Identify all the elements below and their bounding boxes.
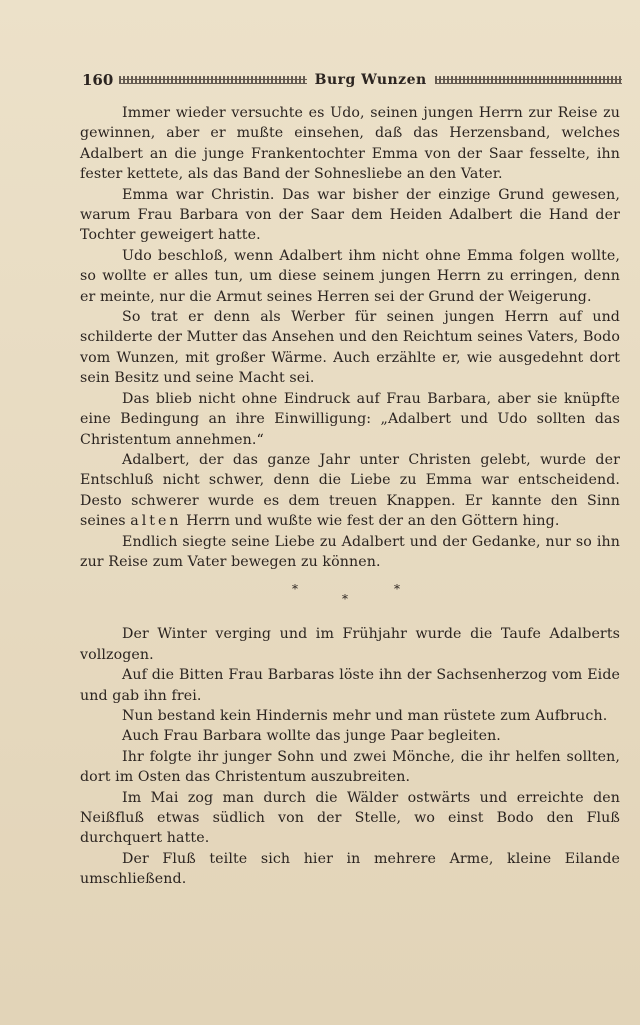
paragraph: Emma war Christin. Das war bisher der einzige Grund gewesen, warum Frau Barbara von der Saar dem Heiden Adalbert die Hand der Tochter geweigert hatte. bbox=[80, 186, 620, 244]
paragraph: Immer wieder versuchte es Udo, seinen jungen Herrn zur Reise zu gewinnen, aber er mußte einsehen, daß das Herzensband, welches Adalbert an die junge Frankentochter Emma von der Saar fesselte, ihn fester kettete, als das Band der Sohnesliebe an den Vater. bbox=[80, 105, 620, 183]
header-ornament-left bbox=[119, 76, 306, 84]
separator-star: * bbox=[394, 582, 400, 597]
paragraph: Udo beschloß, wenn Adalbert ihm nicht ohne Emma folgen wollte, so wollte er alles tun, um diese seinem jungen Herrn zu erringen, denn er meinte, nur die Armut seines Herren sei der Grund der Weigerung. bbox=[80, 247, 620, 305]
paragraph: Der Winter verging und im Frühjahr wurde die Taufe Adalberts vollzogen. bbox=[80, 626, 620, 663]
header-ornament-right bbox=[435, 76, 622, 84]
paragraph: Auch Frau Barbara wollte das junge Paar begleiten. bbox=[122, 728, 501, 745]
emphasized-word: alten bbox=[130, 513, 182, 530]
paragraph: Der Fluß teilte sich hier in mehrere Arme, kleine Eilande umschließend. bbox=[80, 850, 620, 888]
paragraph: Endlich siegte seine Liebe zu Adalbert und der Gedanke, nur so ihn zur Reise zum Vater bewegen zu können. bbox=[80, 533, 620, 570]
paragraph: So trat er denn als Werber für seinen jungen Herrn auf und schilderte der Mutter das Ansehen und den Reichtum seines Vaters, Bodo vom Wunzen, mit großer Wärme. Auch erzählte er, wie ausgedehnt dort sein Besitz und seine Macht sei. bbox=[80, 309, 620, 387]
paragraph: Das blieb nicht ohne Eindruck auf Frau Barbara, aber sie knüpfte eine Bedingung an ihre Einwilligung: „Adalbert und Udo sollten das Christentum annehmen.“ bbox=[80, 390, 620, 448]
section-separator bbox=[80, 578, 620, 618]
separator-star: * bbox=[342, 592, 348, 607]
body-text bbox=[80, 103, 620, 890]
paragraph: Nun bestand kein Hindernis mehr und man rüstete zum Aufbruch. bbox=[122, 707, 608, 724]
paragraph bbox=[80, 450, 620, 532]
page-number: 160 bbox=[82, 71, 114, 89]
paragraph: Ihr folgte ihr junger Sohn und zwei Mönche, die ihr helfen sollten, dort im Osten das Christentum auszubreiten. bbox=[80, 748, 620, 786]
paragraph: Auf die Bitten Frau Barbaras löste ihn der Sachsenherzog vom Eide und gab ihn frei. bbox=[80, 667, 620, 704]
paragraph-text: Herrn und wußte wie fest der an den Göttern hing. bbox=[181, 513, 560, 530]
paragraph: Im Mai zog man durch die Wälder ostwärts und erreichte den Neißfluß etwas südlich von der Stelle, wo einst Bodo den Fluß durchquert hatte. bbox=[80, 789, 620, 847]
page-header bbox=[82, 70, 622, 90]
separator-star: * bbox=[292, 582, 298, 597]
running-title: Burg Wunzen bbox=[314, 72, 427, 88]
paragraph-text: Adalbert, der das ganze Jahr unter Christen gelebt, wurde der Entschluß nicht schwer, denn die Liebe zu Emma war entscheidend. Desto schwerer wurde es dem treuen Knappen. Er kannte den Sinn seines bbox=[80, 451, 620, 530]
